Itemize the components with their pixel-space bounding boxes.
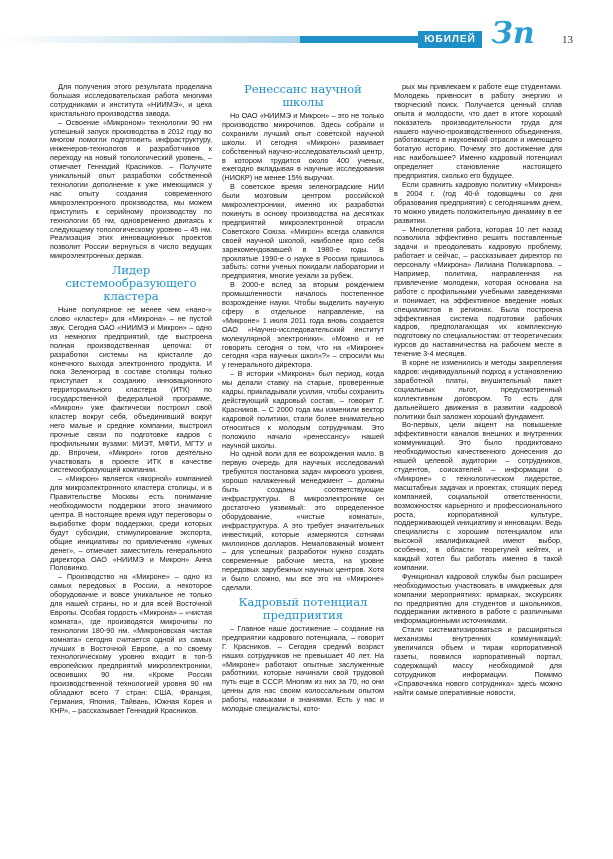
paragraph: Во-первых, цели акцент на повышение эффективности каналов внешних и внутренних коммуникаций. Это было продиктовано необходимостью качественного донесения до нашей целевой аудитории – сотрудников, студентов, соискателей – информации о «Микроне» с технологическом лидерстве, масштабных задачах и проектах, стоящих перед компанией, социальной ответственности, возможностях карьерного и профессионального роста, корпоративной культуре, поддерживающей инициативу и инновации. Ведь специалисты с хорошим потенциалом или высокой квалификацией имеют выбор, особенно, в области теорегулей кейтех, и каждый хотел бы работать именно в такой компании.: [394, 420, 562, 572]
text-column-3: [394, 83, 562, 698]
paragraph: Стали систематизироваться и расширяться механизмы внутренних коммуникаций: увеличился объем и тираж корпоративной газеты, появился корпоративный портал, содержащий массу необходимой для сотрудников информации. Помимо «Справочника нового сотрудника» здесь можно найти самые оперативные новости,: [394, 625, 562, 697]
text-column-2: [222, 83, 384, 714]
paragraph: В корне не изменились и методы закрепления кадров: индивидуальный подход к установлению заработной платы, внушительный пакет социальных льгот, предусмотренный коллективным договором. То есть для дальнейшего движения в развитии кадровой политики был заложен хороший фундамент.: [394, 358, 562, 421]
paragraph: Функционал кадровой службы был расширен необходимостью участвовать в имиджевых для компании мероприятиях: ярмарках, экскурсиях по предприятию для студентов и школьников, поддержании активного в работе с различными информационными источниками.: [394, 571, 562, 626]
text-column-1: [50, 83, 212, 716]
paragraph: – Многолетняя работа, которая 10 лет назад позволила эффективно решить поставленные задачи и преодолевать кадровую проблему, работает и сейчас, – рассказывает директор по персоналу «Микрона» Лилиана Поликарпова. – Например, политика, направленная на привлечение молодежи, которая основана на работе с профильными учебными заведениями и понимает, на эффективное введение новых специалистов в регионах. Была построена эффективная система подготовки рабочих кадров, предполагающая их комплексную подготовку по специальностям: от теоретических курсов до наставничества на рабочем месте в течение 3-4 месяцев.: [394, 224, 562, 359]
paragraph: Но одной воли для ее возрождения мало. В первую очередь для научных исследований требуются постановка задач мирового уровня, хорошо налаженный менеджмент – должны быть созданы соответствующие инфраструктуры. В микроэлектронике он достаточно уязвимый: это определенное оборудование, «чистые комнаты», инфраструктура. А это требует значительных инвестиций, которые измеряются сотнями миллионов долларов. Немаловажный момент – для успешных разработок нужно создать современные рабочие места, на уровне передовых зарубежных научных центров. Хотя и было сложно, мы все это на «Микроне» сделали.: [222, 449, 384, 593]
page-header: [0, 0, 613, 58]
paragraph: Ныне популярное не менее чем «нано-» слово «кластер» для «Микрона» – не пустой звук. Сегодня ОАО «НИИМЭ и Микрон» – одно из немногих предприятий, где выстроена полная производственная цепочка: от разработки системы на кристалле до конечного выхода электронного продукта. И пока Зеленоград в составе столицы только приступает к созданию инновационного территориального кластера (ИТК) по государственной федеральной программе, «Микрон» уже фактически построил свой кластер вокруг себя, объединивший вокруг него малые и средние компании, выстроил прочные связи по подготовке кадров с профильными вузами: МИЭТ, МФТИ, МГТУ и др. Впрочем, «Микрон» готов деятельно участвовать в проекте ИТК в качестве системообразующей компании.: [50, 305, 212, 475]
section-heading: Лидер системообразующего кластера: [65, 263, 197, 304]
paragraph: В 2000-е вслед за вторым рождением промышленности началось постепенное возрождение науки. Чтобы выделить научную сферу в отдельное направление, на «Микроне» 1 июля 2011 года вновь создается ОАО «Научно-исследовательский институт молекулярной электроники». «Можно и не говорить сегодня о том, что на «Микроне» сегодня «эра научных школ»?» – спросили мы у генерального директора.: [222, 280, 384, 370]
paragraph: – В истории «Микрона» был период, когда мы делали ставку на старые, проверенные кадры, прикладывали усилия, чтобы сохранить действующий кадровый состав, – говорит Г. Красников. – С 2000 года мы изменили вектор кадровой политики, стали более внимательно относиться к молодым сотрудникам. Это положило начало «ренессансу» нашей научной школы.: [222, 369, 384, 450]
paragraph: – Производство на «Микроне» – одно из самых передовых в России, а некоторое оборудование и вовсе уникальное не только для нашей страны, но и для всей Восточной Европы. Особая гордость «Микрона» – «чистая комната», где производятся микрочипы по технологии 180-90 нм. «Микроновская чистая комната» сегодня считается одной из самых лучших в Восточной Европе, а по своему технологическому уровню входит в топ-5 европейских предприятий микроэлектроники, освоивших 90 нм. «Кроме России производственной технологией уровня 90 нм обладают всего 7 стран: США, Франция, Германия, Япония, Тайвань, Южная Корея и КНР», – рассказывает Геннадий Красников.: [50, 572, 212, 715]
header-stripe-fade: [0, 36, 300, 43]
paragraph: – Освоение «Микроном» технологии 90 нм успешный запуск производства в 2012 году во многом помогли подготовить инфраструктуру, инженеров-технологов и разработчиков к переходу на новый топологический уровень, – отмечает Геннадий Красников. – Получите уникальный опыт разработки собственной технологии дополнение к уже имеющимся у нас опыту создания современного микроэлектронного производства, мы можем приступить к серийному производству по технологии 65 нм, одновременно двигаясь к следующему топологическому уровню – 45 нм. Реализация этих инновационных проектов позволит России вернуться в число ведущих микроэлектронных держав.: [50, 117, 212, 261]
paragraph: Если сравнить кадровую политику «Микрона» в 2004 г. (год 40-й годовщины со дня образования предприятия) с сегодняшним днем, то можно увидеть положительную динамику в ее развитии.: [394, 179, 562, 225]
paragraph: – Главное наше достижение – создание на предприятии кадрового потенциала, – говорит Г. Красников. – Сегодня средний возраст наших сотрудников не превышает 40 лет. На «Микроне» работают опытные заслуженные работники, которые начинали свой трудовой путь еще в СССР. Многим из них за 70, но они ценны для нас своим колоссальным опытом работы, навыками и знаниями. Есть у нас и молодые специалисты, кото-: [222, 623, 384, 714]
paragraph: Для получения этого результата проделана большая исследовательская работа многими сотрудниками и института «НИИМЭ», и цеха кристального производства завода.: [50, 82, 212, 118]
paragraph: В советское время зеленоградские НИИ были мозговым центром российской микроэлектроники, именно их разработки покинуть в основу производства на десятках предприятий микроэлектронной отрасли Советского Союза. «Микрон» всегда славился своей научной школой, наиболее ярко себя зарекомендовавшей в 1980-е годы. В проклятые 1990-е о науке в России пришлось забыть: сотни ученых покидали лаборатории и предприятия, многие уехали за рубеж.: [222, 182, 384, 281]
paragraph: – «Микрон» является «якорной» компанией для микроэлектронного кластера столицы, и в Правительстве Москвы есть понимание необходимости поддержки этого значимого центра. В настоящее время идут переговоры о выработке форм поддержки, среди которых будут субсидии, стимулирование экспорта, общие инициативы по привлечению «умных денег», – отмечает заместитель генерального директора ОАО «НИИМЭ и Микрон» Анна Половинко.: [50, 474, 212, 573]
section-heading: Кадровый потенциал предприятия: [238, 594, 368, 622]
section-heading: Ренессанс научной школы: [244, 82, 362, 109]
section-label: ЮБИЛЕЙ: [418, 31, 482, 48]
paragraph: рых мы привлекаем к работе еще студентами. Молодежь привносит в работу энергию и творческий поиск. Получается ценный сплав опыта и молодости, что дает в итоге хороший показатель производительности труда для нашего научно-производственного объединения, работающего в наукоемкой отрасли и имеющего богатую историю. Почему это достижение для нас наибольшее? Именно кадровый потенциал определяет становление настоящего предприятия, сколько его будущее.: [394, 82, 562, 181]
page-number: 13: [562, 34, 573, 46]
paragraph: Но ОАО «НИИМЭ и Микрон» – это не только производство микрочипов. Здесь собрали и сохранили лучший опыт советской научной школы. И сегодня «Микрон» развивает собственный научно-исследовательский центр, в котором трудится около 400 ученых, ежегодно вкладывая в научные исследования (НИОКР) не менее 15% выручки.: [222, 111, 384, 183]
magazine-logo: Зп: [491, 16, 535, 51]
